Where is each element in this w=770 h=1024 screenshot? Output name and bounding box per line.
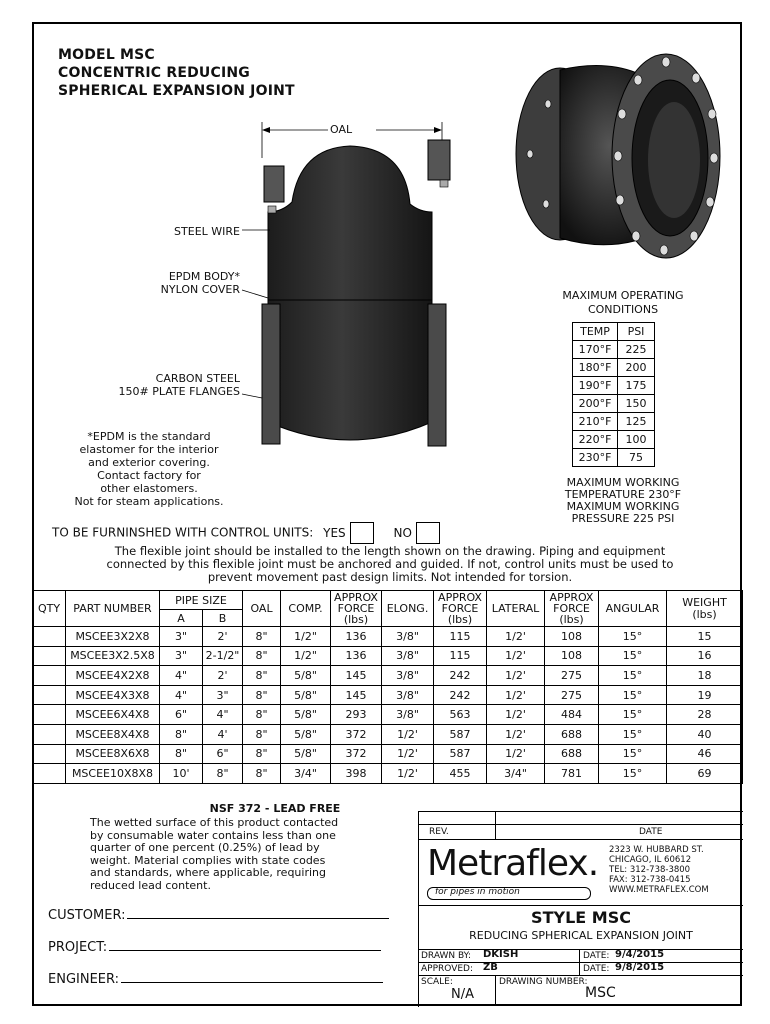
joint-3d-image bbox=[500, 36, 722, 266]
approx-text: APPROX bbox=[549, 591, 594, 604]
callout-body-line-2: NYLON COVER bbox=[160, 283, 240, 296]
lbs-text: (lbs) bbox=[343, 613, 369, 626]
weight-cell: 18 bbox=[667, 666, 743, 686]
style-subtitle: REDUCING SPHERICAL EXPANSION JOINT bbox=[469, 929, 693, 942]
address-line: WWW.METRAFLEX.COM bbox=[609, 885, 709, 895]
weight-cell: 16 bbox=[667, 646, 743, 666]
nsf-text bbox=[90, 817, 390, 892]
engineer-label: ENGINEER: bbox=[48, 972, 120, 987]
comp-cell: 5/8" bbox=[281, 724, 331, 744]
elong-cell: 3/8" bbox=[382, 685, 434, 705]
lateral-cell: 1/2' bbox=[487, 627, 545, 647]
pipe-a-cell: 3" bbox=[160, 627, 203, 647]
drawn-date-label: DATE: bbox=[583, 951, 610, 961]
epdm-note-line: *EPDM is the standard bbox=[87, 430, 211, 443]
lateral-force-cell: 108 bbox=[545, 646, 599, 666]
control-units-label: TO BE FURNINSHED WITH CONTROL UNITS: bbox=[52, 525, 314, 540]
elong-force-cell: 115 bbox=[434, 646, 487, 666]
control-units-yes-label: YES bbox=[323, 525, 346, 540]
elong-force-cell: 242 bbox=[434, 666, 487, 686]
part-number-cell: MSCEE4X2X8 bbox=[66, 666, 160, 686]
style-row bbox=[419, 905, 743, 950]
pipe-a-cell: 4" bbox=[160, 685, 203, 705]
temp-cell: 210°F bbox=[573, 413, 618, 431]
elong-force-cell: 587 bbox=[434, 744, 487, 764]
temp-cell: 230°F bbox=[573, 449, 618, 467]
elong-force-cell: 563 bbox=[434, 705, 487, 725]
metraflex-logo bbox=[427, 843, 598, 884]
table-row bbox=[33, 666, 743, 686]
joint-section-drawing bbox=[200, 118, 480, 460]
angular-cell: 15° bbox=[599, 724, 667, 744]
qty-cell[interactable] bbox=[33, 764, 66, 784]
scale-value: N/A bbox=[451, 987, 474, 1002]
nsf-line: The wetted surface of this product contacted bbox=[90, 816, 339, 829]
lbs-text: (lbs) bbox=[692, 607, 717, 621]
callout-flange bbox=[60, 372, 240, 398]
installation-note-line: The flexible joint should be installed to the length shown on the drawing. Piping and equipment bbox=[114, 544, 666, 558]
angular-cell: 15° bbox=[599, 744, 667, 764]
part-number-cell: MSCEE10X8X8 bbox=[66, 764, 160, 784]
oal-header: OAL bbox=[243, 591, 281, 627]
pipe-b-cell: 6" bbox=[203, 744, 243, 764]
installation-note bbox=[70, 545, 710, 584]
approved-row bbox=[419, 962, 743, 976]
angular-header: ANGULAR bbox=[599, 591, 667, 627]
rev-header-row bbox=[419, 824, 743, 840]
qty-cell[interactable] bbox=[33, 646, 66, 666]
lateral-header: LATERAL bbox=[487, 591, 545, 627]
epdm-note-line: other elastomers. bbox=[100, 482, 198, 495]
comp-cell: 5/8" bbox=[281, 744, 331, 764]
force-text: FORCE bbox=[337, 602, 375, 615]
table-row bbox=[33, 685, 743, 705]
pipe-b-cell: 4' bbox=[203, 724, 243, 744]
pipe-size-header: PIPE SIZE bbox=[160, 591, 243, 610]
table-header-row bbox=[33, 591, 743, 610]
psi-cell: 225 bbox=[618, 341, 655, 359]
table-row bbox=[33, 627, 743, 647]
pipe-a-cell: 8" bbox=[160, 744, 203, 764]
lateral-cell: 1/2' bbox=[487, 685, 545, 705]
address-line: TEL: 312-738-3800 bbox=[609, 865, 691, 875]
drawing-number-label: DRAWING NUMBER: bbox=[499, 977, 588, 987]
header-cell: PSI bbox=[618, 323, 655, 341]
lateral-cell: 1/2' bbox=[487, 666, 545, 686]
lateral-force-cell: 688 bbox=[545, 744, 599, 764]
angular-cell: 15° bbox=[599, 666, 667, 686]
max-operating-title bbox=[548, 289, 698, 317]
comp-force-cell: 398 bbox=[331, 764, 382, 784]
nsf-line: and standards, where applicable, requiring bbox=[90, 866, 326, 879]
lateral-cell: 1/2' bbox=[487, 744, 545, 764]
elong-cell: 3/8" bbox=[382, 646, 434, 666]
force-text: FORCE bbox=[553, 602, 590, 615]
comp-force-cell: 145 bbox=[331, 685, 382, 705]
title-line-3: SPHERICAL EXPANSION JOINT bbox=[58, 83, 295, 99]
part-number-cell: MSCEE3X2X8 bbox=[66, 627, 160, 647]
weight-cell: 46 bbox=[667, 744, 743, 764]
qty-cell[interactable] bbox=[33, 744, 66, 764]
title-block bbox=[418, 811, 743, 1007]
lateral-force-cell: 781 bbox=[545, 764, 599, 784]
qty-header: QTY bbox=[33, 591, 66, 627]
comp-cell: 1/2" bbox=[281, 627, 331, 647]
pipe-b-cell: 2' bbox=[203, 627, 243, 647]
table-row bbox=[573, 413, 655, 431]
approved-label: APPROVED: bbox=[421, 964, 473, 974]
elong-force-cell: 455 bbox=[434, 764, 487, 784]
temp-cell: 200°F bbox=[573, 395, 618, 413]
qty-cell[interactable] bbox=[33, 685, 66, 705]
nsf-heading: NSF 372 - LEAD FREE bbox=[209, 802, 341, 815]
table-row bbox=[573, 359, 655, 377]
control-units-yes-checkbox[interactable] bbox=[350, 522, 374, 544]
comp-cell: 5/8" bbox=[281, 666, 331, 686]
oal-label: OAL bbox=[330, 123, 353, 136]
angular-cell: 15° bbox=[599, 646, 667, 666]
table-row bbox=[573, 377, 655, 395]
approved-date-value: 9/8/2015 bbox=[615, 962, 665, 973]
force-text: FORCE bbox=[441, 602, 479, 615]
installation-note-line: connected by this flexible joint must be anchored and guided. If not, control units must be used to bbox=[106, 557, 674, 571]
customer-line[interactable] bbox=[48, 906, 389, 923]
elong-cell: 3/8" bbox=[382, 705, 434, 725]
header-cell: TEMP bbox=[573, 323, 618, 341]
comp-cell: 3/4" bbox=[281, 764, 331, 784]
weight-cell: 28 bbox=[667, 705, 743, 725]
lateral-force-cell: 108 bbox=[545, 627, 599, 647]
max-operating-table bbox=[572, 322, 655, 467]
oal-cell: 8" bbox=[243, 666, 281, 686]
project-label: PROJECT: bbox=[48, 940, 108, 955]
nsf-line: by consumable water contains less than one bbox=[90, 828, 336, 842]
lateral-force-cell: 275 bbox=[545, 666, 599, 686]
weight-cell: 15 bbox=[667, 627, 743, 647]
approved-value: ZB bbox=[483, 962, 498, 973]
pipe-b-cell: 8" bbox=[203, 764, 243, 784]
oal-cell: 8" bbox=[243, 744, 281, 764]
table-row bbox=[33, 744, 743, 764]
comp-force-cell: 372 bbox=[331, 724, 382, 744]
oal-cell: 8" bbox=[243, 724, 281, 744]
address-line: 2323 W. HUBBARD ST. bbox=[609, 845, 704, 855]
callout-flange-line-1: CARBON STEEL bbox=[155, 372, 240, 385]
oal-cell: 8" bbox=[243, 705, 281, 725]
nsf-line: reduced lead content. bbox=[90, 878, 211, 892]
epdm-note-line: and exterior covering. bbox=[88, 456, 210, 469]
approx-text: APPROX bbox=[334, 591, 378, 604]
rev-label: REV. bbox=[429, 827, 449, 837]
pipe-a-cell: 10' bbox=[160, 764, 203, 784]
angular-cell: 15° bbox=[599, 764, 667, 784]
part-number-cell: MSCEE8X6X8 bbox=[66, 744, 160, 764]
elong-cell: 1/2' bbox=[382, 724, 434, 744]
oal-cell: 8" bbox=[243, 764, 281, 784]
temp-cell: 180°F bbox=[573, 359, 618, 377]
nsf-line: weight. Material complies with state codes bbox=[90, 853, 326, 867]
psi-cell: 200 bbox=[618, 359, 655, 377]
callout-steel-wire bbox=[100, 225, 240, 238]
nsf-line: quarter of one percent (0.25%) of lead by bbox=[90, 841, 320, 854]
weight-cell: 40 bbox=[667, 724, 743, 744]
psi-cell: 100 bbox=[618, 431, 655, 449]
angular-cell: 15° bbox=[599, 705, 667, 725]
drawn-by-label: DRAWN BY: bbox=[421, 951, 471, 961]
elong-cell: 1/2' bbox=[382, 764, 434, 784]
max-working-line: MAXIMUM WORKING bbox=[566, 476, 680, 489]
weight-text: WEIGHT bbox=[682, 595, 727, 609]
control-units-row bbox=[52, 522, 446, 544]
weight-header bbox=[667, 591, 743, 627]
address-line: FAX: 312-738-0415 bbox=[609, 875, 691, 885]
lateral-force-cell: 484 bbox=[545, 705, 599, 725]
pipe-b-header: B bbox=[203, 610, 243, 627]
elong-force-cell: 242 bbox=[434, 685, 487, 705]
table-row bbox=[573, 341, 655, 359]
oal-cell: 8" bbox=[243, 685, 281, 705]
callout-flange-line-2: 150# PLATE FLANGES bbox=[118, 385, 240, 398]
psi-cell: 125 bbox=[618, 413, 655, 431]
title-line-1: MODEL MSC bbox=[58, 47, 155, 63]
pipe-a-cell: 3" bbox=[160, 646, 203, 666]
comp-cell: 5/8" bbox=[281, 685, 331, 705]
pipe-b-cell: 2-1/2" bbox=[203, 646, 243, 666]
logo-tagline: for pipes in motion bbox=[435, 887, 520, 897]
max-operating-title-line-1: MAXIMUM OPERATING bbox=[562, 289, 684, 302]
table-row bbox=[573, 431, 655, 449]
engineer-line[interactable] bbox=[48, 970, 383, 987]
qty-cell[interactable] bbox=[33, 666, 66, 686]
approx-force-lateral-header bbox=[545, 591, 599, 627]
part-number-cell: MSCEE6X4X8 bbox=[66, 705, 160, 725]
approx-text: APPROX bbox=[438, 591, 482, 604]
comp-force-cell: 136 bbox=[331, 646, 382, 666]
max-operating-title-line-2: CONDITIONS bbox=[587, 303, 659, 316]
pipe-a-cell: 6" bbox=[160, 705, 203, 725]
control-units-no-checkbox[interactable] bbox=[416, 522, 440, 544]
temp-cell: 170°F bbox=[573, 341, 618, 359]
qty-cell[interactable] bbox=[33, 705, 66, 725]
table-row bbox=[33, 724, 743, 744]
elong-force-cell: 115 bbox=[434, 627, 487, 647]
rev-date-label: DATE bbox=[639, 827, 663, 837]
lbs-text: (lbs) bbox=[559, 613, 584, 626]
part-number-cell: MSCEE8X4X8 bbox=[66, 724, 160, 744]
pipe-a-header: A bbox=[160, 610, 203, 627]
epdm-note-line: Contact factory for bbox=[97, 469, 201, 482]
callout-body bbox=[80, 270, 240, 296]
project-line[interactable] bbox=[48, 938, 381, 955]
elong-force-cell: 587 bbox=[434, 724, 487, 744]
table-row bbox=[573, 395, 655, 413]
pipe-b-cell: 2' bbox=[203, 666, 243, 686]
lbs-text: (lbs) bbox=[447, 613, 473, 626]
style-title: STYLE MSC bbox=[531, 908, 631, 927]
weight-cell: 19 bbox=[667, 685, 743, 705]
part-number-header: PART NUMBER bbox=[66, 591, 160, 627]
drawn-by-value: DKISH bbox=[483, 949, 519, 960]
elong-cell: 3/8" bbox=[382, 666, 434, 686]
address-line: CHICAGO, IL 60612 bbox=[609, 855, 692, 865]
elong-cell: 3/8" bbox=[382, 627, 434, 647]
table-row bbox=[573, 323, 655, 341]
psi-cell: 175 bbox=[618, 377, 655, 395]
installation-note-line: prevent movement past design limits. Not intended for torsion. bbox=[207, 570, 573, 584]
oal-cell: 8" bbox=[243, 627, 281, 647]
comp-force-cell: 293 bbox=[331, 705, 382, 725]
max-working-line: TEMPERATURE 230°F bbox=[564, 488, 682, 501]
comp-force-cell: 136 bbox=[331, 627, 382, 647]
psi-cell: 75 bbox=[618, 449, 655, 467]
comp-header: COMP. bbox=[281, 591, 331, 627]
logo-mark: . bbox=[587, 843, 599, 884]
customer-field[interactable] bbox=[127, 906, 389, 919]
table-row bbox=[573, 449, 655, 467]
project-field[interactable] bbox=[109, 938, 381, 951]
drawing-title bbox=[58, 46, 295, 100]
approved-date-label: DATE: bbox=[583, 964, 610, 974]
comp-force-cell: 372 bbox=[331, 744, 382, 764]
callout-steel-wire-text: STEEL WIRE bbox=[174, 225, 240, 238]
angular-cell: 15° bbox=[599, 685, 667, 705]
max-working-line: PRESSURE 225 PSI bbox=[571, 512, 675, 525]
oal-cell: 8" bbox=[243, 646, 281, 666]
engineer-field[interactable] bbox=[121, 970, 383, 983]
drawn-date-value: 9/4/2015 bbox=[615, 949, 665, 960]
pipe-a-cell: 4" bbox=[160, 666, 203, 686]
qty-cell[interactable] bbox=[33, 627, 66, 647]
title-line-2: CONCENTRIC REDUCING bbox=[58, 65, 250, 81]
comp-cell: 1/2" bbox=[281, 646, 331, 666]
table-row bbox=[33, 764, 743, 784]
pipe-a-cell: 8" bbox=[160, 724, 203, 744]
max-working-line: MAXIMUM WORKING bbox=[566, 500, 680, 513]
qty-cell[interactable] bbox=[33, 724, 66, 744]
elong-cell: 1/2' bbox=[382, 744, 434, 764]
lateral-cell: 3/4" bbox=[487, 764, 545, 784]
pipe-b-cell: 4" bbox=[203, 705, 243, 725]
max-working-note bbox=[548, 477, 698, 525]
angular-cell: 15° bbox=[599, 627, 667, 647]
logo-text: Metraflex bbox=[427, 843, 588, 884]
comp-cell: 5/8" bbox=[281, 705, 331, 725]
callout-body-line-1: EPDM BODY* bbox=[168, 270, 240, 283]
drawing-number-value: MSC bbox=[585, 985, 616, 1001]
drawn-row bbox=[419, 949, 743, 963]
epdm-note-line: Not for steam applications. bbox=[74, 495, 224, 508]
approx-force-elong-header bbox=[434, 591, 487, 627]
table-row bbox=[33, 646, 743, 666]
lateral-cell: 1/2' bbox=[487, 705, 545, 725]
comp-force-cell: 145 bbox=[331, 666, 382, 686]
approx-force-comp-header bbox=[331, 591, 382, 627]
temp-cell: 220°F bbox=[573, 431, 618, 449]
product-table bbox=[32, 590, 743, 784]
psi-cell: 150 bbox=[618, 395, 655, 413]
customer-label: CUSTOMER: bbox=[48, 908, 126, 923]
table-row bbox=[33, 705, 743, 725]
lateral-cell: 1/2' bbox=[487, 646, 545, 666]
epdm-note-line: elastomer for the interior bbox=[79, 443, 219, 456]
part-number-cell: MSCEE4X3X8 bbox=[66, 685, 160, 705]
epdm-note bbox=[44, 430, 254, 508]
pipe-b-cell: 3" bbox=[203, 685, 243, 705]
logo-row bbox=[419, 839, 743, 906]
company-address bbox=[609, 845, 709, 895]
lateral-force-cell: 275 bbox=[545, 685, 599, 705]
lateral-force-cell: 688 bbox=[545, 724, 599, 744]
scale-row bbox=[419, 975, 743, 1005]
temp-cell: 190°F bbox=[573, 377, 618, 395]
elong-header: ELONG. bbox=[382, 591, 434, 627]
control-units-no-label: NO bbox=[393, 525, 412, 540]
lateral-cell: 1/2' bbox=[487, 724, 545, 744]
part-number-cell: MSCEE3X2.5X8 bbox=[66, 646, 160, 666]
weight-cell: 69 bbox=[667, 764, 743, 784]
scale-label: SCALE: bbox=[421, 977, 453, 987]
